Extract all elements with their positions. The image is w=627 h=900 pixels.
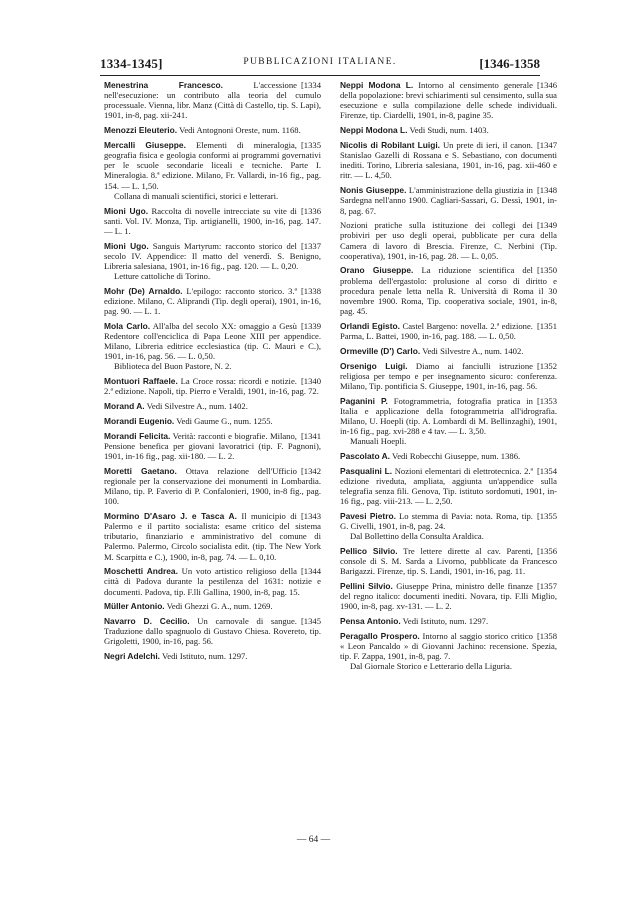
entry-number: [1350 — [536, 265, 557, 276]
entry-author: Orsenigo Luigi. — [340, 360, 408, 371]
bibliography-entry — [340, 451, 558, 461]
running-header — [100, 53, 540, 76]
entry-text: Il municipio di Palermo e il partito socialista: esame critico del sistema tributario, finanziario e amministrativo del comune di Palermo. Palermo, Circolo socialista edit. (tip. The New York M. Scarpitta e C.), 1900, in-8, pag. 74. — L. 0,10. — [104, 510, 321, 562]
entry-number: [1352 — [536, 360, 557, 371]
entry-author: Orano Giuseppe. — [340, 265, 414, 276]
entry-author: Pascolato A. — [340, 450, 390, 461]
entry-text: Giuseppe Prina, ministro delle finanze del regno italico: documenti inediti. Novara, tip. F.lli Miglio, 1900, in-8, pag. xv-131. — L. 2. — [340, 581, 557, 612]
bibliography-entry — [104, 241, 322, 282]
entry-number: [1342 — [300, 465, 321, 476]
entry-author: Moschetti Andrea. — [104, 566, 178, 577]
entry-text: Intorno al censimento generale della popolazione: brevi schiarimenti sul censimento, sulla sua esecuzione e sulla compilazione delle schede individuali. Firenze, tip. Ciardelli, 1901, in-8, pagine 35. — [340, 80, 557, 121]
bibliography-entry — [340, 346, 558, 356]
entry-text: All'alba del secolo XX: omaggio a Gesù Redentore coll'enciclica di Papa Leone XIII per appendice. Milano, Libreria editrice ecclesiastica (tip. C. Mauri e C.), 1901, in-16, pag. 56. — L. 0,50. — [104, 320, 321, 362]
bibliography-entry — [104, 321, 322, 372]
bibliography-entry — [340, 321, 558, 341]
bibliography-entry — [104, 431, 322, 461]
header-range-right: [1346-1358 — [479, 56, 540, 71]
bibliography-entry — [340, 631, 558, 672]
bibliography-entry — [340, 581, 558, 611]
bibliography-entry — [340, 125, 558, 135]
entry-text: L'amministrazione della giustizia in Sardegna nell'anno 1900. Cagliari-Sassari, G. Dessì, 1901, in-8, pag. 67. — [340, 185, 557, 216]
entry-number: [1349 — [536, 220, 557, 231]
bibliography-entry — [340, 396, 558, 447]
entry-author: Pasqualini L. — [340, 465, 393, 476]
entry-text: Intorno al saggio storico critico « Leon Pancaldo » di Giovanni Jachino: recensione. Spezia, tip. F. Zappa, 1901, in-8, pag. 7. — [340, 630, 557, 662]
entry-text: Castel Bargeno: novella. 2.ª edizione. Parma, L. Battei, 1900, in-16, pag. 188. — L. 0,50. — [340, 320, 533, 341]
bibliography-entry — [340, 466, 558, 507]
entry-text: Tre lettere dirette al cav. Parenti, console di S. M. Sarda a Livorno, pubblicate da Francesco Barigazzi. Firenze, tip. S. Landi, 1901, in-16, pag. 11. — [340, 545, 557, 577]
entry-author: Mola Carlo. — [104, 320, 151, 331]
entry-author: Pellico Silvio. — [340, 545, 398, 556]
entry-text: L'epilogo: racconto storico. 3.ª edizione. Milano, C. Aliprandi (Tip. degli operai), 1901, in-16, pag. 90. — L. 1. — [104, 285, 321, 317]
bibliography-entry — [104, 125, 322, 135]
bibliography-entry — [340, 185, 558, 215]
entry-number: [1351 — [536, 320, 557, 331]
entry-author: Negri Adelchi. — [104, 651, 160, 662]
entry-author: Morandi Eugenio. — [104, 415, 175, 426]
entry-text: Raccolta di novelle intrecciate su vite di santi. Vol. IV. Monza, Tip. artigianelli, 1900, in-16, pag. 147. — L. 1. — [104, 205, 321, 236]
bibliography-entry — [340, 265, 558, 316]
entry-series-note: Dal Giornale Storico e Letterario della Liguria. — [350, 661, 513, 672]
entry-text: Lo stemma di Pavia: nota. Roma, tip. G. Civelli, 1901, in-8, pag. 24. — [340, 510, 533, 532]
entry-author: Menestrina Francesco. — [104, 80, 223, 90]
entry-series-note: Collana di manuali scientifici, storici e letterari. — [114, 190, 279, 201]
entry-text: Elementi di mineralogia, geografia fisica e geologia conformi ai programmi governativi per le scuole secondarie liceali e tecniche. Parte I. Mineralogia. 8.ª edizione. Milano, Fr. Vallardi, in-16 fig., pag. 154. — L. 1,50. — [104, 139, 321, 191]
entry-series-note: Letture cattoliche di Torino. — [114, 271, 211, 282]
entry-number: [1343 — [300, 510, 321, 521]
bibliography-entry — [104, 80, 322, 121]
entry-number: [1340 — [300, 376, 321, 387]
bibliography-entry — [104, 416, 322, 426]
entry-number: [1357 — [536, 581, 557, 592]
entry-author: Paganini P. — [340, 395, 388, 406]
entry-text: Sanguis Martyrum: racconto storico del secolo IV. Appendice: Il matto del venerdì. S. Benigno, Libreria salesiana, 1901, in-16 fig., pag. 120. — L. 0,20. — [104, 240, 321, 271]
entry-text: Vedi Robecchi Giuseppe, num. 1386. — [391, 450, 521, 461]
entry-number: [1347 — [536, 139, 557, 150]
entry-author: Pellini Silvio. — [340, 581, 393, 592]
entry-author: Peragallo Prospero. — [340, 630, 420, 641]
bibliography-entry — [104, 401, 322, 411]
entry-number: [1348 — [536, 185, 557, 196]
entry-number: [1345 — [300, 616, 321, 627]
entry-text: Vedi Gaume G., num. 1255. — [176, 415, 273, 426]
entry-author: Neppi Modona L. — [340, 80, 414, 90]
entry-author: Mohr (De) Arnaldo. — [104, 285, 183, 296]
bibliography-entry — [104, 206, 322, 236]
entry-author: Ormeville (D') Carlo. — [340, 345, 421, 356]
entry-text: Vedi Antognoni Oreste, num. 1168. — [179, 125, 301, 136]
entry-text: Fotogrammetria, fotografia pratica in Italia e applicazione della fotogrammetria all'idrografia. Milano, U. Hoepli (tip. A. Lombardi di M. Bellinzaghi), 1901, in-16 fig., pag. xvi-288 e 4 tav. — L. 3,50. — [340, 395, 557, 437]
entry-text: Vedi Istituto, num. 1297. — [402, 616, 489, 627]
entry-number: [1355 — [536, 510, 557, 521]
entry-author: Morandi Felicita. — [104, 430, 171, 441]
entry-author: Pavesi Pietro. — [340, 510, 396, 521]
entry-number: [1334 — [300, 80, 321, 90]
bibliography-entry — [104, 140, 322, 201]
bibliography-entry — [340, 140, 558, 181]
left-column — [104, 80, 322, 666]
entry-series-note: Dal Bollettino della Consulta Araldica. — [350, 531, 484, 542]
entry-author: Mormino D'Asaro J. e Tasca A. — [104, 510, 237, 521]
bibliography-entry — [104, 601, 322, 611]
header-title: PUBBLICAZIONI ITALIANE. — [243, 57, 397, 67]
entry-author: Nicolis di Robilant Luigi. — [340, 139, 441, 150]
bibliography-entry — [104, 376, 322, 396]
entry-text: Ottava relazione dell'Ufficio regionale per la conservazione dei monumenti in Lombardia. Milano, tip. P. Faverio di P. Confalonieri, 1900, in-8 fig., pag. 100. — [104, 465, 321, 507]
entry-author: Orlandi Egisto. — [340, 320, 400, 331]
header-range-left: 1334-1345] — [100, 56, 163, 71]
entry-number: [1336 — [300, 205, 321, 216]
entry-text: Vedi Silvestre A., num. 1402. — [422, 345, 524, 356]
entry-author: Menozzi Eleuterio. — [104, 125, 178, 136]
entry-author: Pensa Antonio. — [340, 616, 401, 627]
entry-text: Diamo ai fanciulli istruzione religiosa per tempo e per insegnamento sicuro: conferenza. Milano, Tip. pontificia S. Giuseppe, 1901, in-16, pag. 56. — [340, 360, 557, 391]
entry-number: [1335 — [300, 139, 321, 150]
entry-author: Morand A. — [104, 401, 145, 412]
entry-text: Vedi Ghezzi G. A., num. 1269. — [166, 601, 273, 612]
entry-number: [1353 — [536, 395, 557, 406]
entry-text: La Croce rossa: ricordi e notizie. 2.ª edizione. Napoli, tip. Pierro e Veraldi, 1901, in-16, pag. 72. — [104, 376, 319, 397]
entry-number: [1341 — [300, 430, 321, 441]
entry-text: Vedi Silvestre A., num. 1402. — [146, 401, 248, 412]
entry-series-note: Manuali Hoepli. — [350, 436, 407, 447]
entry-number: [1339 — [300, 320, 321, 331]
entry-author: Mercalli Giuseppe. — [104, 139, 186, 150]
right-column — [340, 80, 558, 676]
entry-number: [1354 — [536, 465, 557, 476]
bibliography-entry — [340, 80, 558, 121]
entry-text: L'accessione nell'esecuzione: un contributo alla teoria del cumulo processuale. Vienna, libr. Manz (Città di Castello, tip. S. Lapi), 1901, in-8, pag. xii-241. — [104, 80, 321, 121]
entry-number: [1356 — [536, 545, 557, 556]
bibliography-entry — [340, 616, 558, 626]
entry-author: Moretti Gaetano. — [104, 465, 177, 476]
entry-series-note: Biblioteca del Buon Pastore, N. 2. — [114, 361, 232, 372]
entry-text: Vedi Studi, num. 1403. — [409, 125, 489, 136]
bibliography-entry — [104, 511, 322, 562]
entry-author: Mioni Ugo. — [104, 240, 149, 251]
bibliography-entry — [104, 651, 322, 661]
bibliography-entry — [340, 220, 558, 261]
entry-text: Verità: racconti e biografie. Milano, Pensione benefica per giovani lavoratrici (tip. F. Pagnoni), 1901, in-16 fig., pag. xii-180. — L. 2. — [104, 430, 321, 461]
bibliography-entry — [104, 566, 322, 596]
entry-author: Montuori Raffaele. — [104, 376, 178, 387]
entry-number: [1346 — [536, 80, 557, 90]
bibliography-entry — [340, 511, 558, 541]
entry-number: [1338 — [300, 285, 321, 296]
page-number: — 64 — — [296, 835, 331, 845]
entry-author: Mioni Ugo. — [104, 205, 149, 216]
bibliography-entry — [104, 466, 322, 507]
entry-number: [1344 — [300, 566, 321, 577]
entry-text: Un voto artistico religioso della città di Padova durante la pestilenza del 1631: notizie e documenti. Padova, tip. F.lli Gallina, 1900, in-8, pag. 15. — [104, 566, 321, 597]
entry-author: Nonis Giuseppe. — [340, 185, 407, 196]
bibliography-entry — [340, 546, 558, 576]
entry-text: Un carnovale di sangue. Traduzione dallo spagnuolo di Gustavo Chiesa. Rovereto, tip. Grigoletti, 1900, in-16, pag. 56. — [104, 616, 321, 647]
bibliography-entry — [104, 616, 322, 646]
entry-text: La riduzione scientifica del problema dell'ergastolo: prolusione al corso di diritto e procedura penale letta nella R. Università di Roma il 30 novembre 1900. Roma, Tip. cooperativa sociale, 1901, in-8, pag. 45. — [340, 265, 557, 317]
entry-author: Navarro D. Cecilio. — [104, 616, 190, 627]
entry-number: [1337 — [300, 240, 321, 251]
entry-number: [1358 — [536, 630, 557, 641]
entry-text: Nozioni elementari di elettrotecnica. 2.ª edizione riveduta, ampliata, aggiunta un'appendice sulla telegrafia senza fili. Genova, Tip. istituto sordomuti, 1901, in-16 fig., pag. viii-213. — L. 2,50. — [340, 465, 557, 507]
entry-text: Vedi Istituto, num. 1297. — [162, 651, 248, 662]
entry-text: Un prete di ieri, il canon. Stanislao Gazelli di Rossana e S. Sebastiano, con documenti inediti. Torino, Libreria salesiana, 1901, in-16, pag. xii-460 e ritr. — L. 4,50. — [340, 139, 557, 181]
bibliography-entry — [340, 361, 558, 391]
bibliography-entry — [104, 286, 322, 316]
entry-author: Neppi Modona L. — [340, 125, 408, 136]
entry-author: Müller Antonio. — [104, 601, 165, 612]
entry-text: Nozioni pratiche sulla istituzione dei collegi dei probiviri per uso degli operai, pubblicate per cura della Camera di lavoro di Brescia. Firenze, C. Nerbini (Tip. cooperativa), 1901, in-16, pag. 28. — L. 0,05. — [340, 220, 557, 261]
